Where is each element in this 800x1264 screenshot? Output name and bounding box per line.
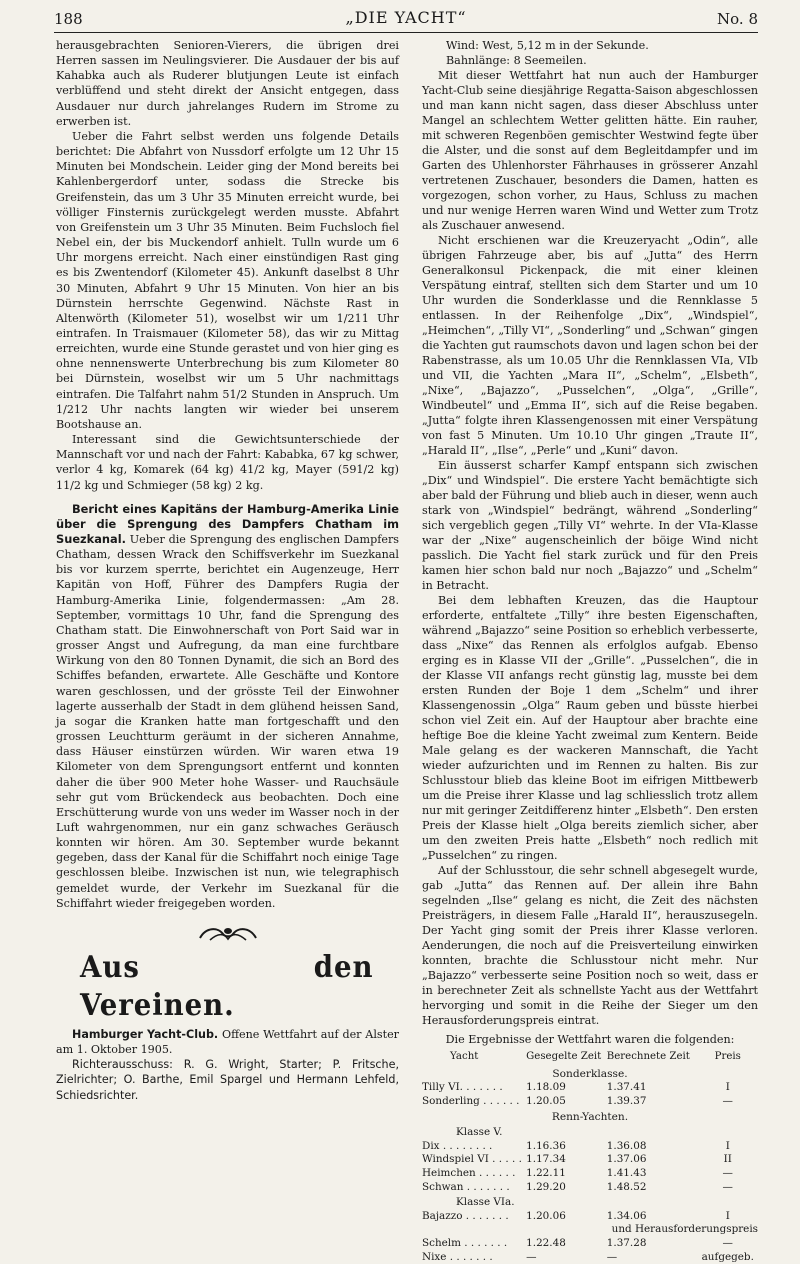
- cell-corrected-time: 1.37.41: [606, 1081, 647, 1094]
- cell-yacht: Nixe . . . . . . .: [422, 1250, 493, 1263]
- table-row: [422, 1167, 758, 1181]
- page-number: 188: [54, 10, 83, 28]
- class-subtitle: Klasse V.: [456, 1126, 503, 1139]
- cell-prize: aufgegeb.: [701, 1250, 754, 1263]
- paragraph: Ein äusserst scharfer Kampf entspann sich zwischen „Dix“ und Windspiel“. Die erstere Yacht bemächtigte sich aber bald der Führung und blieb auch in dieser, wenn auch stark von „Windspiel“ bedrängt, während „Sonderling“ sich vergeblich gegen „Tilly VI“ wehrte. In der VIa-Klasse war der „Nixe“ augenscheinlich der böige Wind nicht passlich. Die Yacht fiel stark zurück und für den Preis kamen hier schon bald nur noch „Bajazzo“ und „Schelm“ in Betracht.: [422, 459, 758, 592]
- cell-yacht: Bajazzo . . . . . . .: [422, 1209, 509, 1222]
- table-row: [422, 1251, 758, 1264]
- cell-sailed-time: 1.20.05: [526, 1094, 566, 1107]
- table-row: [422, 1237, 758, 1251]
- section-heading: Aus den Vereinen.: [80, 949, 374, 1023]
- cell-sailed-time: 1.16.36: [526, 1139, 566, 1152]
- header-sailed: Gesegelte Zeit: [526, 1051, 602, 1062]
- class-subtitle-row: [422, 1194, 758, 1210]
- table-row: [422, 1210, 758, 1224]
- right-column: [422, 38, 758, 1264]
- journal-title: „DIE YACHT“: [345, 8, 467, 27]
- running-header: [54, 8, 758, 30]
- paragraph: Nicht erschienen war die Kreuzeryacht „Odin“, alle übrigen Fahrzeuge aber, bis auf „Jutta“ des Herrn Generalkonsul Pickenpack, die mit einer kleinen Verspätung eintraf, stellten sich dem Starter und um 10 Uhr wurden die Sonderklasse und die Rennklasse 5 entlassen. In der Reihenfolge „Dix“, „Windspiel“, „Heimchen“, „Tilly VI“, „Sonderling“ und „Schwan“ gingen die Yachten gut raumschots davon und lagen schon bei der Rabenstrasse, als um 10.05 Uhr die Rennklassen VIa, VIb und VII, die Yachten „Mara II“, „Schelm“, „Elsbeth“, „Nixe“, „Bajazzo“, „Pusselchen“, „Olga“, „Grille“, Windbeutel“ und „Emma II“, sich auf die Reise begaben. „Jutta“ folgte ihren Klassengenossen mit einer Verspätung von fast 5 Minuten. Um 10.10 Uhr gingen „Traute II“, „Harald II“, „Ilse“, „Perle“ und „Kuni“ davon.: [422, 234, 758, 457]
- cell-corrected-time: 1.39.37: [606, 1094, 647, 1107]
- cell-corrected-time: 1.36.08: [606, 1139, 647, 1152]
- cell-sailed-time: —: [526, 1250, 537, 1263]
- cell-corrected-time: 1.41.43: [606, 1166, 647, 1179]
- cell-sailed-time: 1.18.09: [526, 1081, 566, 1094]
- cell-prize: I: [725, 1139, 730, 1152]
- header-corrected: Berechnete Zeit: [606, 1051, 690, 1062]
- cell-yacht: Dix . . . . . . . .: [422, 1139, 493, 1152]
- results-intro: Die Ergebnisse der Wettfahrt waren die folgenden:: [445, 1033, 735, 1046]
- issue-number: No. 8: [717, 10, 758, 28]
- cell-prize: —: [722, 1180, 733, 1193]
- paragraph: Interessant sind die Gewichtsunterschiede der Mannschaft vor und nach der Fahrt: Kababka, 67 kg schwer, verlor 4 kg, Komarek (64 kg) 41/2 kg, Mayer (591/2 kg) 11/2 kg und Schmieger (58 kg) 2 kg.: [56, 433, 399, 492]
- cell-prize: I: [725, 1081, 730, 1094]
- paragraph: Auf der Schlusstour, die sehr schnell abgesegelt wurde, gab „Jutta“ das Rennen auf. Der allein ihre Bahn segelnden „Ilse“ gelang es nicht, die Zeit des nächsten Preisträgers, in diesem Falle „Harald II“, herauszusegeln. Der Yacht ging somit der Preis ihrer Klasse verloren. Aenderungen, die noch auf die Preisverteilung einwirken konnten, brachte die Schlusstour nicht mehr. Nur „Bajazzo“ verbesserte seine Position noch so weit, dass er in berechneter Zeit als schnellste Yacht aus der Wettfahrt hervorging und somit in die Reihe der Sieger um den Herausforderungspreis eintrat.: [422, 864, 758, 1027]
- wind-line: Wind: West, 5,12 m in der Sekunde.: [446, 39, 649, 52]
- table-row: [422, 1095, 758, 1109]
- committee: Richterausschuss: R. G. Wright, Starter; P. Fritsche, Zielrichter; O. Barthe, Emil Spargel und Hermann Lehfeld, Schiedsrichter.: [56, 1058, 399, 1102]
- header-rule: [54, 32, 758, 33]
- cell-yacht: Schwan . . . . . . .: [422, 1180, 510, 1193]
- cell-prize: —: [722, 1166, 733, 1179]
- club-name: Hamburger Yacht-Club.: [72, 1027, 219, 1041]
- class-subtitle-row: [422, 1124, 758, 1140]
- cell-corrected-time: 1.37.06: [606, 1153, 647, 1166]
- table-row: [422, 1081, 758, 1095]
- cell-prize: I: [725, 1209, 730, 1222]
- table-row: [422, 1181, 758, 1195]
- results-table: [422, 1051, 758, 1264]
- table-row: [422, 1153, 758, 1167]
- course-line: Bahnlänge: 8 Seemeilen.: [446, 54, 587, 67]
- cell-yacht: Windspiel VI . . . . .: [422, 1153, 522, 1166]
- cell-sailed-time: 1.17.34: [526, 1153, 566, 1166]
- class-title: Sonderklasse.: [552, 1067, 628, 1080]
- report-text: Ueber die Sprengung des englischen Dampfers Chatham, dessen Wrack den Schiffsverkehr im Suezkanal bis vor kurzem sperrte, berichtet ein Augenzeuge, Herr Kapitän von Hoff, Führer des Dampfers Rugia der Hamburg-Amerika Linie, folgendermassen: „Am 28. September, vormittags 10 Uhr, fand die Sprengung des Chatham statt. Die Einwohnerschaft von Port Said war in grosser Angst und Aufregung, da man eine furchtbare Wirkung von den 80 Tonnen Dynamit, die sich an Bord des Schiffes befanden, erwartete. Alle Geschäfte und Kontore waren geschlossen, und der grösste Teil der Einwohner lagerte ausserhalb der Stadt in dem glühend heissen Sand, ja sogar die Kranken hatte man fortgeschafft und den grossen Leuchtturm geräumt in der sicheren Annahme, dass Häuser einstürzen würden. Wir waren etwa 19 Kilometer von dem Sprengungsort entfernt und konnten daher die über 900 Meter hohe Wasser- und Rauchsäule sehr gut vom Brückendeck aus beobachten. Doch eine Erschütterung wurde von uns weder im Wasser noch in der Luft wahrgenommen, nur ein ganz schwaches Geräusch konnten wir hören. Am 30. September wurde bekannt gegeben, dass der Kanal für die Schiffahrt noch einige Tage geschlossen bleibe. Inzwischen ist nun, wie telegraphisch gemeldet wurde, der Verkehr im Suezkanal für die Schiffahrt wieder freigegeben worden.: [56, 533, 399, 910]
- club-text: Offene Wettfahrt auf der Alster am 1. Oktober 1905.: [56, 1027, 399, 1057]
- cell-sailed-time: 1.29.20: [526, 1180, 566, 1193]
- cell-corrected-time: —: [606, 1250, 618, 1263]
- cell-yacht: Schelm . . . . . . .: [422, 1236, 508, 1249]
- header-yacht: Yacht: [450, 1051, 479, 1062]
- cell-yacht: Sonderling . . . . . .: [422, 1094, 520, 1107]
- class-title-row: [422, 1066, 758, 1082]
- report-title: Bericht eines Kapitäns der Hamburg-Amerika Linie über die Sprengung des Dampfers Chatham im Suezkanal.: [56, 501, 399, 546]
- cell-corrected-time: 1.37.28: [606, 1236, 647, 1249]
- table-header-row: [422, 1051, 758, 1066]
- paragraph: herausgebrachten Senioren-Vierers, die übrigen drei Herren sassen im Neulingsvierer. Die Ausdauer der bis auf Kahabka auch als Ruderer blutjungen Leute ist einfach verblüffend und steht direkt der Ansicht entgegen, dass Ausdauer nur durch jahrelanges Rudern im Strome zu erwerben ist.: [56, 39, 399, 128]
- class-title: Renn-Yachten.: [551, 1110, 629, 1123]
- cell-corrected-time: 1.34.06: [606, 1209, 647, 1222]
- left-column: [56, 38, 399, 1103]
- cell-sailed-time: 1.22.48: [526, 1236, 566, 1249]
- cell-yacht: Heimchen . . . . . .: [422, 1166, 516, 1179]
- paragraph: Bei dem lebhaften Kreuzen, das die Hauptour erforderte, entfaltete „Tilly“ ihre besten Eigenschaften, während „Bajazzo“ seine Position so erheblich verbesserte, dass „Nixe“ das Rennen als erfolglos aufgab. Ebenso erging es in Klasse VII der „Grille“. „Pusselchen“, die in der Klasse VII anfangs recht günstig lag, musste bei dem ersten Runden der Boje 1 dem „Schelm“ und ihrer Klassengenossin „Olga“ Raum geben und büsste hierbei schon viel Zeit ein. Auf der Hauptour aber brachte eine heftige Boe die kleine Yacht zweimal zum Kentern. Beide Male gelang es der wackeren Mannschaft, die Yacht wieder aufzurichten und im Rennen zu halten. Bis zur Schlusstour blieb das kleine Boot im eifrigen Mittbewerb um die Preise ihrer Klasse und lag schliesslich trotz allem nur mit geringer Zeitdifferenz hinter „Elsbeth“. Den ersten Preis der Klasse hielt „Olga bereits ziemlich sicher, aber um den zweiten Preis hatte „Elsbeth“ noch redlich mit „Pusselchen“ zu ringen.: [422, 594, 758, 862]
- cell-note: und Herausforderungspreis: [611, 1223, 758, 1236]
- class-subtitle: Klasse VIa.: [456, 1196, 515, 1209]
- cell-prize: —: [722, 1094, 733, 1107]
- club-paragraph: [56, 1027, 399, 1057]
- ornament-icon: [196, 925, 260, 943]
- report-paragraph: [56, 502, 399, 911]
- class-title-row: [422, 1109, 758, 1125]
- cell-prize: —: [722, 1236, 733, 1249]
- cell-empty: [422, 1223, 607, 1237]
- table-row: [422, 1223, 758, 1237]
- paragraph: Mit dieser Wettfahrt hat nun auch der Hamburger Yacht-Club seine diesjährige Regatta-Saison abgeschlossen und man kann nicht sagen, dass dieser Abschluss unter Mangel an schlechtem Wetter gelitten hätte. Ein rauher, mit schweren Regenböen gemischter Westwind fegte über die Alster, und die sonst auf dem Begleitdampfer und im Garten des Uhlenhorster Fährhauses in grösserer Anzahl vertretenen Zuschauer, besonders die Damen, hatten es vorgezogen, schon vorher, zu Haus, Schluss zu machen und nur wenige Herren waren Wind und Wetter zum Trotz als Zuschauer anwesend.: [422, 69, 758, 232]
- header-prize: Preis: [714, 1051, 741, 1062]
- cell-sailed-time: 1.22.11: [526, 1166, 566, 1179]
- paragraph: Ueber die Fahrt selbst werden uns folgende Details berichtet: Die Abfahrt von Nussdorf erfolgte um 12 Uhr 15 Minuten bei Mondschein. Leider ging der Mond bereits bei Kahlenbergerdorf unter, sodass die Strecke bis Greifenstein, das um 3 Uhr 35 Minuten erreicht wurde, bei völliger Finsternis zurückgelegt werden musste. Abfahrt von Greifenstein um 3 Uhr 35 Minuten. Beim Fuchsloch fiel Nebel ein, der bis Muckendorf anhielt. Tulln wurde um 6 Uhr morgens erreicht. Nach einer einstündigen Rast ging es bis Zwentendorf (Kilometer 45). Ankunft daselbst 8 Uhr 30 Minuten, Abfahrt 9 Uhr 15 Minuten. Von hier an bis Dürnstein herrschte Gegenwind. Nächste Rast in Altenwörth (Kilometer 51), woselbst wir um 1/211 Uhr eintrafen. In Traismauer (Kilometer 58), das wir zu Mittag erreichten, wurde eine Stunde gerastet und von hier ging es ohne nennenswerte Unterbrechung bis zum Kilometer 80 bei Dürnstein, woselbst wir um 5 Uhr nachmittags eintrafen. Die Talfahrt nahm 51/2 Stunden in Anspruch. Um 1/212 Uhr nachts langten wir wieder bei unserem Bootshause an.: [56, 129, 399, 431]
- table-row: [422, 1140, 758, 1154]
- cell-sailed-time: 1.20.06: [526, 1209, 566, 1222]
- cell-prize: II: [723, 1153, 732, 1166]
- cell-corrected-time: 1.48.52: [606, 1180, 647, 1193]
- cell-yacht: Tilly VI. . . . . . .: [422, 1081, 503, 1094]
